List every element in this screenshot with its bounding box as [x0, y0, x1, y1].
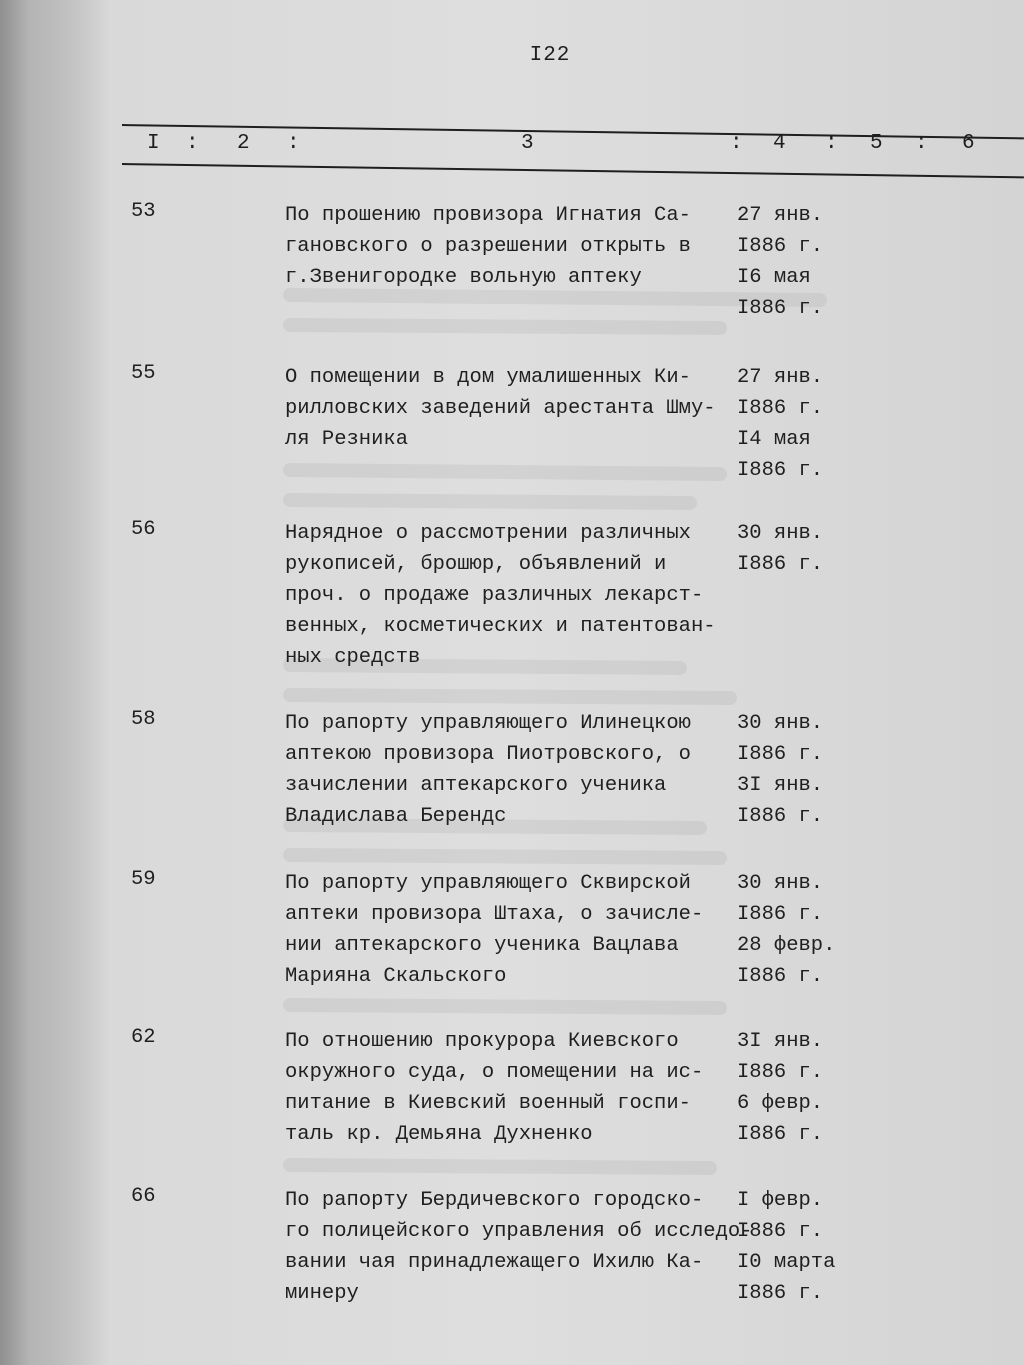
entry-number: 58 [131, 708, 156, 731]
date-line: I886 г. [737, 297, 824, 320]
entry-dates [737, 362, 877, 486]
entry-description [285, 1185, 753, 1309]
date-line: I886 г. [737, 903, 824, 926]
description-line: ных средств [285, 646, 421, 669]
description-line: г.Звенигородке вольную аптеку [285, 266, 642, 289]
description-line: зачислении аптекарского ученика [285, 774, 667, 797]
date-line: I886 г. [737, 235, 824, 258]
description-line: Нарядное о рассмотрении различных [285, 522, 691, 545]
date-line: I886 г. [737, 805, 824, 828]
date-line: I февр. [737, 1189, 824, 1212]
entry-description [285, 200, 745, 293]
date-line: I4 мая [737, 428, 811, 451]
date-line: 30 янв. [737, 872, 824, 895]
entry-dates [737, 200, 877, 324]
date-line: 28 февр. [737, 934, 836, 957]
entry-number: 53 [131, 200, 156, 223]
date-line: I886 г. [737, 553, 824, 576]
description-line: По рапорту управляющего Илинецкою [285, 712, 691, 735]
date-line: 6 февр. [737, 1092, 824, 1115]
entry-description [285, 518, 745, 673]
description-line: проч. о продаже различных лекарст- [285, 584, 704, 607]
description-line: го полицейского управления об исследо- [285, 1220, 753, 1243]
column-header-6: 6 [962, 132, 975, 155]
entry-description [285, 362, 745, 455]
entry-number: 66 [131, 1185, 156, 1208]
description-line: Владислава Берендс [285, 805, 507, 828]
date-line: I6 мая [737, 266, 811, 289]
column-header-4: 4 [773, 132, 786, 155]
column-header-2: 2 [237, 132, 250, 155]
column-header-row [0, 132, 1024, 162]
column-header-separator: : [186, 132, 199, 155]
description-line: гановского о разрешении открыть в [285, 235, 691, 258]
date-line: 27 янв. [737, 366, 824, 389]
entry-dates [737, 1026, 877, 1150]
date-line: I886 г. [737, 1282, 824, 1305]
column-header-separator: : [915, 132, 928, 155]
description-line: окружного суда, о помещении на ис- [285, 1061, 704, 1084]
description-line: Марияна Скальского [285, 965, 507, 988]
description-line: По прошению провизора Игнатия Са- [285, 204, 691, 227]
column-header-3: 3 [521, 132, 534, 155]
description-line: минеру [285, 1282, 359, 1305]
date-line: 3I янв. [737, 774, 824, 797]
entry-dates [737, 868, 877, 992]
date-line: I886 г. [737, 1123, 824, 1146]
description-line: аптеки провизора Штаха, о зачисле- [285, 903, 704, 926]
description-line: рукописей, брошюр, объявлений и [285, 553, 667, 576]
page-number: I22 [529, 44, 571, 67]
entry-number: 59 [131, 868, 156, 891]
date-line: I0 марта [737, 1251, 836, 1274]
description-line: По рапорту управляющего Сквирской [285, 872, 691, 895]
date-line: 3I янв. [737, 1030, 824, 1053]
date-line: I886 г. [737, 459, 824, 482]
description-line: нии аптекарского ученика Вацлава [285, 934, 679, 957]
entry-dates [737, 1185, 877, 1309]
entry-dates [737, 518, 877, 580]
entry-number: 62 [131, 1026, 156, 1049]
date-line: I886 г. [737, 743, 824, 766]
date-line: I886 г. [737, 965, 824, 988]
entry-number: 55 [131, 362, 156, 385]
entry-description [285, 868, 745, 992]
description-line: ля Резника [285, 428, 409, 451]
entry-description [285, 708, 745, 832]
entry-dates [737, 708, 877, 832]
column-header-separator: : [287, 132, 300, 155]
column-header-separator: : [730, 132, 743, 155]
date-line: 30 янв. [737, 712, 824, 735]
column-header-5: 5 [870, 132, 883, 155]
date-line: I886 г. [737, 1061, 824, 1084]
description-line: О помещении в дом умалишенных Ки- [285, 366, 691, 389]
column-header-separator: : [825, 132, 838, 155]
table-header-bottom-rule [122, 163, 1024, 178]
description-line: аптекою провизора Пиотровского, о [285, 743, 691, 766]
description-line: венных, косметических и патентован- [285, 615, 716, 638]
description-line: рилловских заведений арестанта Шму- [285, 397, 716, 420]
date-line: 27 янв. [737, 204, 824, 227]
description-line: По рапорту Бердичевского городско- [285, 1189, 704, 1212]
column-header-1: I [147, 132, 160, 155]
date-line: I886 г. [737, 397, 824, 420]
date-line: I886 г. [737, 1220, 824, 1243]
description-line: По отношению прокурора Киевского [285, 1030, 679, 1053]
entry-description [285, 1026, 745, 1150]
description-line: таль кр. Демьяна Духненко [285, 1123, 593, 1146]
description-line: питание в Киевский военный госпи- [285, 1092, 691, 1115]
entry-number: 56 [131, 518, 156, 541]
date-line: 30 янв. [737, 522, 824, 545]
description-line: вании чая принадлежащего Ихилю Ка- [285, 1251, 704, 1274]
binding-shadow [0, 0, 110, 1365]
